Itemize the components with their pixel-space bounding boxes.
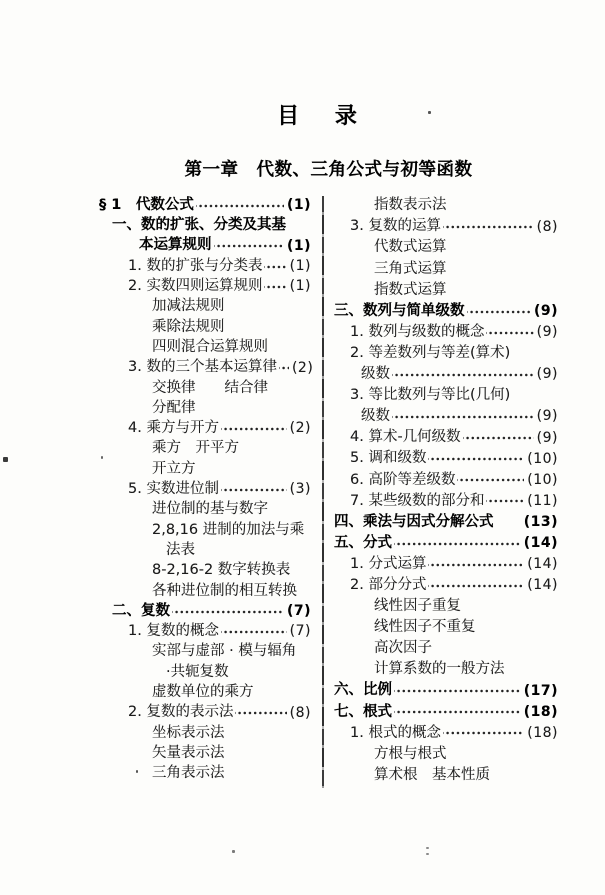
toc-entry — [152, 763, 311, 783]
toc-entry — [128, 479, 311, 499]
toc-entry — [374, 596, 558, 617]
toc-entry — [128, 702, 311, 722]
page-number: (18) — [523, 703, 558, 720]
toc-entry — [334, 511, 558, 532]
toc-entry — [374, 279, 558, 300]
scan-speck — [232, 850, 235, 853]
toc-entry — [361, 406, 558, 427]
toc-entry — [152, 378, 311, 398]
toc-entry — [334, 680, 558, 701]
toc-entry-text: 三、数列与简单级数 — [334, 302, 465, 319]
toc-entry-text: 1. 复数的概念 — [128, 623, 219, 640]
toc-entry — [152, 743, 311, 763]
dot-leader — [457, 478, 524, 482]
page-number: (1) — [286, 237, 311, 254]
toc-entry-text: 8-2,16-2 数字转换表 — [152, 562, 291, 579]
toc-entry-text: 5. 实数进位制 — [128, 481, 219, 498]
dot-leader — [394, 710, 521, 714]
toc-entry-text: 矢量表示法 — [152, 744, 225, 761]
toc-entry-text: 计算系数的一般方法 — [374, 661, 505, 678]
toc-entry — [152, 337, 311, 357]
toc-entry-text: 加减法规则 — [152, 298, 225, 315]
page-number: (3) — [289, 481, 311, 498]
toc-entry — [374, 258, 558, 279]
toc-entry-text: 四则混合运算规则 — [152, 338, 268, 355]
dot-leader — [392, 373, 534, 377]
toc-entry — [128, 276, 311, 296]
toc-entry-text: 三角表示法 — [152, 765, 225, 782]
toc-entry-text: 6. 高阶等差级数 — [350, 471, 456, 488]
page-number: (7) — [286, 603, 311, 620]
scan-speck — [3, 457, 8, 462]
toc-entry-text: 1. 分式运算 — [350, 555, 427, 572]
toc-entry — [152, 520, 311, 540]
toc-entry — [128, 621, 311, 641]
toc-entry-text: 2. 复数的表示法 — [128, 704, 234, 721]
page-number: (14) — [527, 556, 558, 573]
toc-entry-text: 线性因子重复 — [374, 598, 461, 615]
page-number: (14) — [523, 535, 558, 552]
dot-leader — [428, 584, 524, 588]
toc-entry — [128, 256, 311, 276]
toc-entry — [152, 560, 311, 580]
dot-leader — [394, 542, 521, 546]
toc-entry — [152, 723, 311, 743]
toc-entry — [350, 722, 558, 743]
toc-entry — [112, 215, 311, 235]
toc-entry-text: 七、根式 — [334, 703, 392, 720]
toc-entry-text: 4. 算术-几何级数 — [350, 429, 461, 446]
dot-leader — [221, 488, 287, 492]
toc-entry-text: 3. 复数的运算 — [350, 218, 441, 235]
toc-entry-text: 2. 部分分式 — [350, 576, 427, 593]
page-number: (14) — [527, 577, 558, 594]
toc-entry-text: 坐标表示法 — [152, 724, 225, 741]
page-number: (9) — [536, 408, 558, 425]
toc-entry-text: 二、复数 — [112, 602, 170, 619]
toc-entry — [350, 490, 558, 511]
toc-entry-text: 高次因子 — [374, 640, 432, 657]
page-number: (17) — [523, 682, 558, 699]
dot-leader — [221, 427, 287, 431]
toc-entry-text: 2. 等差数列与等差(算术) — [350, 344, 511, 361]
toc-column-left — [99, 195, 314, 784]
toc-entry-text: 实部与虚部 · 模与辐角 — [152, 643, 297, 660]
toc-entry-text: 级数 — [361, 366, 390, 383]
page-number: (2) — [291, 359, 314, 376]
toc-entry-text: 开立方 — [152, 460, 196, 477]
toc-entry — [374, 195, 558, 216]
toc-entry — [374, 743, 558, 764]
page-title: 目 录 — [277, 104, 358, 129]
toc-entry-text: 分配律 — [152, 399, 196, 416]
toc-entry-text: 方根与根式 — [374, 745, 447, 762]
toc-entry — [152, 581, 311, 601]
toc-entry — [152, 642, 311, 662]
toc-entry-text: 本运算规则 — [139, 237, 212, 254]
toc-entry — [334, 701, 558, 722]
toc-entry — [152, 439, 311, 459]
toc-entry-text: 进位制的基与数字 — [152, 501, 268, 518]
toc-entry-text: 指数式运算 — [374, 281, 447, 298]
toc-entry-text: 算术根 基本性质 — [374, 766, 490, 783]
page-number: (18) — [527, 724, 558, 741]
toc-entry — [334, 533, 558, 554]
dot-leader — [264, 265, 286, 269]
toc-column-right — [321, 195, 558, 786]
toc-entry — [361, 364, 558, 385]
dot-leader — [196, 204, 284, 208]
toc-entry — [152, 296, 311, 316]
toc-entry — [374, 659, 558, 680]
scan-speck — [426, 847, 429, 849]
dot-leader — [428, 563, 524, 567]
dot-leader — [392, 415, 534, 419]
dot-leader — [443, 225, 534, 229]
dot-leader — [394, 689, 521, 693]
dot-leader — [221, 630, 287, 634]
toc-entry-text: 四、乘法与因式分解公式 — [334, 513, 494, 530]
page-number: (1) — [289, 258, 311, 275]
scan-speck — [426, 853, 429, 855]
dot-leader — [428, 457, 524, 461]
toc-entry-text: 法表 — [166, 541, 195, 558]
toc-entry-text: 乘方 开平方 — [152, 440, 239, 457]
page-number: (2) — [289, 420, 311, 437]
toc-entry — [374, 237, 558, 258]
toc-entry-text: 六、比例 — [334, 682, 392, 699]
dot-leader — [172, 610, 284, 614]
page-number: (10) — [527, 450, 558, 467]
toc-entry — [350, 322, 558, 343]
toc-entry — [350, 343, 558, 364]
toc-entry-text: 三角式运算 — [374, 260, 447, 277]
toc-entry — [152, 499, 311, 519]
dot-leader — [463, 436, 534, 440]
toc-entry — [166, 540, 311, 560]
toc-entry-text: 3. 数的三个基本运算律 — [128, 359, 277, 376]
toc-entry-text: 乘除法规则 — [152, 318, 225, 335]
toc-entry — [350, 216, 558, 237]
page-number: (9) — [533, 303, 558, 320]
scan-speck — [101, 456, 103, 459]
toc-entry-text: 线性因子不重复 — [374, 619, 476, 636]
toc-entry-text: 2,8,16 进制的加法与乘 — [152, 521, 305, 538]
page-number: (8) — [289, 704, 311, 721]
toc-entry-text: § 1 代数公式 — [99, 196, 194, 213]
toc-entry — [350, 385, 558, 406]
toc-entry-text: 交换律 结合律 — [152, 379, 268, 396]
page-number: (13) — [523, 513, 558, 530]
toc-entry — [139, 236, 311, 256]
toc-entry — [152, 398, 311, 418]
page-number: (10) — [527, 471, 558, 488]
dot-leader — [467, 310, 531, 314]
toc-entry — [166, 662, 311, 682]
toc-entry-text: 指数表示法 — [374, 197, 447, 214]
toc-entry — [152, 682, 311, 702]
page-number: (1) — [289, 278, 311, 295]
toc-entry-text: ·共轭复数 — [166, 663, 229, 680]
page-number: (9) — [536, 324, 558, 341]
dot-leader — [486, 499, 524, 503]
toc-entry — [112, 601, 311, 621]
toc-entry-text: 1. 数的扩张与分类表 — [128, 257, 263, 274]
dot-leader — [443, 731, 524, 735]
toc-entry-text: 各种进位制的相互转换 — [152, 582, 297, 599]
page-number: (7) — [289, 623, 311, 640]
toc-entry — [350, 575, 558, 596]
page-number: (1) — [286, 197, 311, 214]
toc-entry-text: 3. 等比数列与等比(几何) — [350, 387, 511, 404]
scan-speck — [428, 111, 431, 114]
toc-entry — [350, 554, 558, 575]
toc-entry — [128, 418, 311, 438]
toc-entry-text: 五、分式 — [334, 534, 392, 551]
toc-entry-text: 代数式运算 — [374, 239, 447, 256]
dot-leader — [486, 331, 533, 335]
chapter-heading: 第一章 代数、三角公式与初等函数 — [184, 160, 473, 180]
scan-speck — [136, 770, 138, 773]
toc-entry — [152, 459, 311, 479]
toc-entry — [99, 195, 311, 215]
toc-entry — [374, 765, 558, 786]
toc-entry-text: 4. 乘方与开方 — [128, 420, 219, 437]
page-number: (9) — [536, 366, 558, 383]
toc-entry — [350, 448, 558, 469]
toc-entry — [374, 617, 558, 638]
toc-entry — [128, 357, 314, 377]
toc-entry — [152, 317, 311, 337]
page-number: (9) — [536, 429, 558, 446]
toc-entry-text: 级数 — [361, 408, 390, 425]
toc-entry — [350, 427, 558, 448]
toc-entry-text: 1. 数列与级数的概念 — [350, 323, 485, 340]
page-number: (11) — [527, 492, 558, 509]
toc-entry-text: 一、数的扩张、分类及其基 — [112, 217, 286, 234]
toc-entry-text: 虚数单位的乘方 — [152, 684, 254, 701]
toc-entry — [334, 300, 558, 321]
toc-entry — [374, 638, 558, 659]
dot-leader — [264, 285, 286, 289]
page-number: (8) — [536, 218, 558, 235]
dot-leader — [214, 244, 284, 248]
toc-entry-text: 2. 实数四则运算规则 — [128, 278, 263, 295]
dot-leader — [235, 711, 286, 715]
toc-entry — [350, 469, 558, 490]
toc-entry-text: 7. 某些级数的部分和 — [350, 492, 485, 509]
toc-entry-text: 1. 根式的概念 — [350, 724, 441, 741]
dot-leader — [279, 366, 289, 370]
toc-entry-text: 5. 调和级数 — [350, 450, 427, 467]
